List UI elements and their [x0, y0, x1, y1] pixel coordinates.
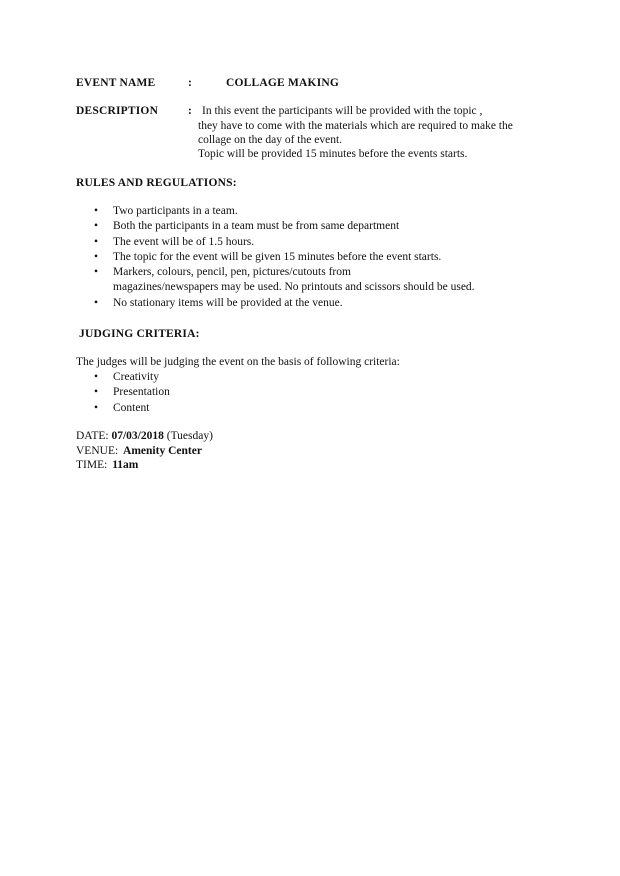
date-line	[76, 429, 213, 444]
date-value: 07/03/2018	[111, 430, 164, 442]
list-item	[76, 370, 170, 385]
venue-line	[76, 444, 202, 459]
description-colon: :	[188, 105, 193, 117]
criterion-text: Creativity	[113, 371, 159, 383]
description-line-3: collage on the day of the event.	[198, 134, 343, 146]
rule-text: No stationary items will be provided at the venue.	[113, 296, 343, 309]
criterion-text: Content	[113, 401, 150, 414]
bullet-icon: •	[94, 386, 99, 399]
criterion-text: Presentation	[113, 386, 170, 399]
bullet-icon: •	[94, 401, 99, 414]
description-line-1: In this event the participants will be provided with the topic ,	[202, 105, 483, 117]
list-item	[76, 204, 475, 219]
list-item	[76, 219, 475, 234]
bullet-icon: •	[94, 205, 99, 217]
event-name-colon: :	[188, 77, 193, 89]
time-value: 11am	[112, 459, 139, 471]
bullet-icon: •	[94, 220, 99, 233]
description-label: DESCRIPTION	[76, 105, 159, 117]
rule-text: Two participants in a team.	[113, 205, 238, 217]
venue-value: Amenity Center	[123, 445, 202, 457]
judging-intro: The judges will be judging the event on the basis of following criteria:	[76, 356, 400, 368]
date-label: DATE:	[76, 430, 109, 442]
time-label: TIME:	[76, 459, 108, 471]
rule-text: Markers, colours, pencil, pen, pictures/cutouts from	[113, 266, 351, 279]
list-item	[76, 401, 170, 416]
list-item	[76, 385, 170, 400]
bullet-icon: •	[94, 266, 99, 279]
rules-heading: RULES AND REGULATIONS:	[76, 177, 237, 189]
event-name-value: COLLAGE MAKING	[226, 77, 340, 89]
rules-list	[76, 204, 475, 311]
list-item	[76, 296, 475, 311]
rule-text: Both the participants in a team must be from same department	[113, 220, 400, 233]
time-line	[76, 458, 138, 473]
venue-label: VENUE:	[76, 445, 119, 457]
rule-text: The topic for the event will be given 15 minutes before the event starts.	[113, 250, 442, 263]
bullet-icon: •	[94, 250, 99, 263]
rule-text: The event will be of 1.5 hours.	[113, 235, 255, 248]
list-item	[76, 235, 475, 250]
description-line-2: they have to come with the materials which are required to make the	[198, 120, 513, 132]
judging-heading: JUDGING CRITERIA:	[79, 328, 200, 340]
bullet-icon: •	[94, 371, 99, 383]
rule-text-continuation: magazines/newspapers may be used. No printouts and scissors should be used.	[113, 281, 475, 294]
bullet-icon: •	[94, 296, 99, 309]
criteria-list	[76, 370, 170, 416]
event-name-label: EVENT NAME	[76, 77, 156, 89]
description-line-4: Topic will be provided 15 minutes before the events starts.	[198, 148, 468, 160]
date-day: (Tuesday)	[166, 430, 213, 442]
list-item	[76, 265, 475, 296]
list-item	[76, 250, 475, 265]
bullet-icon: •	[94, 235, 99, 248]
